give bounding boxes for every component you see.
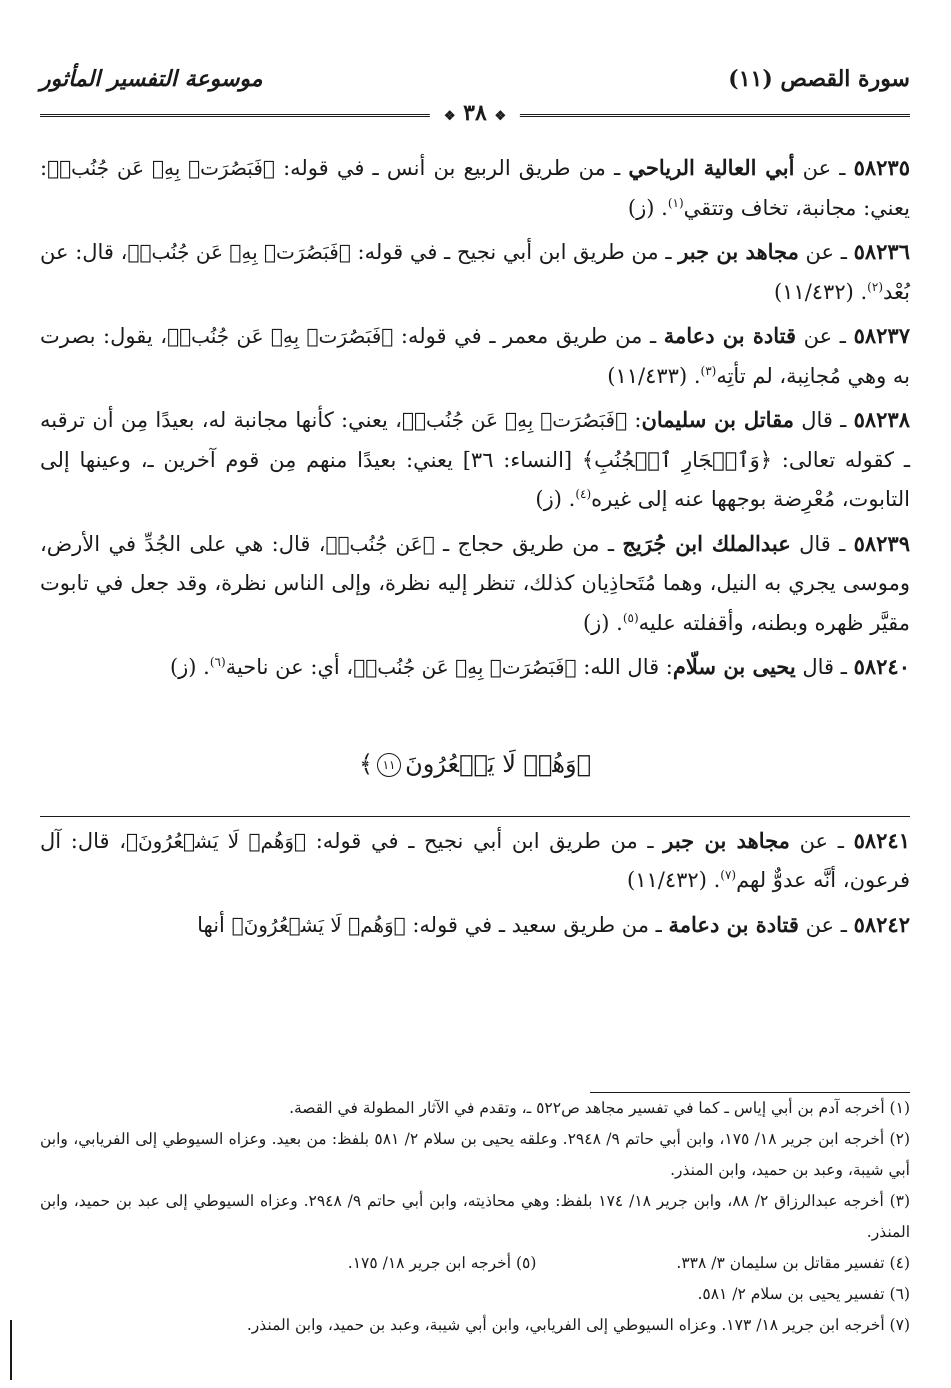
entry-ref: . (ز): [535, 487, 576, 511]
entry-ref: . (ز): [582, 610, 623, 635]
entry-text: ـ عن: [794, 156, 854, 180]
footnote-ref[interactable]: (٢): [867, 279, 883, 294]
entry-text: ـ من طريق حجاج ـ: [434, 531, 623, 556]
quran-quote: ﴿وَهُمۡ لَا يَشۡعُرُونَ﴾: [125, 828, 307, 853]
book-page: [40, 62, 911, 1334]
ayah-bracket: ﴾: [359, 749, 374, 778]
footnote-ref[interactable]: (٧): [720, 868, 737, 882]
quran-quote: ﴿عَن جُنُبٖ﴾: [325, 531, 435, 556]
ornament-icon: ❖: [494, 109, 507, 124]
footnote-ref[interactable]: (١): [667, 195, 684, 210]
entry-text: ـ عن: [798, 240, 854, 264]
footnotes-section: [40, 1092, 910, 1341]
footnote: (١) أخرجه آدم بن أبي إياس ـ كما في تفسير مجاهد ص٥٢٢ ـ، وتقدم في الآثار المطولة في القصة.: [289, 1099, 910, 1117]
entry-text: : يعني: مجانبة، تخاف وتتقي: [40, 156, 910, 220]
entry-text: ، يقول: بصرت به وهي مُجانِبة، لم تأتِه: [40, 324, 910, 388]
entry-text: أنها: [197, 912, 232, 937]
footnote: (٣) أخرجه عبدالرزاق ٢/ ٨٨، وابن جرير ١٨/ ١٧٤ بلفظ: وهي محاذيته، وابن أبي حاتم ٩/ ٢٩٤٨. وعزاه السيوطي إلى عبد بن حميد، وابن المنذر.: [40, 1192, 911, 1241]
page-header: [40, 62, 910, 126]
narrator-name: مجاهد بن جبر: [663, 827, 790, 853]
quran-quote: ﴿فَبَصُرَتۡ بِهِۦ عَن جُنُبٖ﴾: [47, 156, 275, 180]
page-body: [40, 148, 910, 945]
footnote: (٤) تفسير مقاتل بن سليمان ٣/ ٣٣٨.: [676, 1254, 910, 1272]
quran-quote: ﴿فَبَصُرَتۡ بِهِۦ عَن جُنُبٖ﴾: [353, 655, 577, 679]
ayah-heading: [40, 750, 910, 778]
binding-edge-mark: [10, 1320, 12, 1380]
athar-entry: [40, 148, 910, 228]
athar-entry: [40, 232, 910, 312]
narrator-name: قتادة بن دعامة: [668, 911, 799, 937]
entry-ref: . (١١/٤٣٢): [773, 279, 868, 304]
narrator-name: قتادة بن دعامة: [663, 323, 797, 348]
entry-text: ، قال: آل فرعون، أنَّه عدوٌّ لهم: [40, 828, 910, 892]
narrator-name: مقاتل بن سليمان: [641, 407, 794, 432]
entry-text: ـ من طريق سعيد ـ في قوله:: [405, 912, 669, 937]
footnote-ref[interactable]: (٥): [622, 610, 639, 625]
entry-text: ـ من طريق ابن أبي نجيح ـ في قوله:: [306, 828, 664, 853]
footnote-pair: [40, 1248, 910, 1279]
entry-text: :: [627, 408, 642, 432]
entry-text: ـ من طريق ابن أبي نجيح ـ في قوله:: [350, 240, 679, 264]
entry-text: ـ قال: [795, 655, 854, 679]
footnote: (٥) أخرجه ابن جرير ١٨/ ١٧٥.: [347, 1254, 537, 1272]
narrator-name: عبدالملك ابن جُرَيج: [622, 530, 791, 556]
quran-quote: ﴿فَبَصُرَتۡ بِهِۦ عَن جُنُبٖ﴾: [127, 240, 351, 264]
entry-number: ٥٨٢٣٥: [853, 155, 910, 180]
entry-number: ٥٨٢٤٢: [853, 911, 910, 937]
footnote-ref[interactable]: (٣): [700, 363, 717, 378]
athar-entry: [40, 647, 910, 688]
quran-quote: ﴿وَهُمۡ لَا يَشۡعُرُونَ﴾: [231, 912, 406, 937]
footnote: (٧) أخرجه ابن جرير ١٨/ ١٧٣. وعزاه السيوطي إلى الفريابي، وابن أبي شيبة، وعبد بن حميد، وابن المنذر.: [246, 1316, 910, 1334]
entry-text: ، يعني: كأنها مجانبة له، بعيدًا مِن أن ترقبه ـ كقوله تعالى: ﴿وَٱلۡجَارِ ٱلۡجُنُبِ﴾ [النساء: ٣٦] يعني: بعيدًا منهم مِن قوم آخرين ـ، وعينها إلى التابوت، مُعْرِضة بوجهها عنه إلى غيره: [40, 408, 910, 511]
entry-ref: . (ز): [169, 655, 210, 679]
entry-ref: . (١١/٤٣٣): [607, 363, 701, 388]
athar-entry: [40, 400, 910, 520]
quran-quote: ﴿فَبَصُرَتۡ بِهِۦ عَن جُنُبٖ﴾: [167, 324, 394, 348]
quran-quote: ﴿فَبَصُرَتۡ بِهِۦ عَن جُنُبٖ﴾: [401, 408, 628, 432]
entry-text: ـ قال: [790, 531, 854, 556]
narrator-name: أبي العالية الرياحي: [628, 155, 795, 180]
entry-text: ـ عن: [789, 828, 854, 853]
entry-text: ، قال: عن بُعْد: [40, 240, 910, 304]
entry-text: ـ قال: [793, 408, 854, 432]
entry-text: ، قال: هي على الجُدِّ في الأرض، وموسى يجري به النيل، وهما مُتَحاذِيان كذلك، تنظر إليه نظرة، وإلى الناس نظرة، وقد جعل في تابوت مقيَّر ظهره وبطنه، وأقفلته عليه: [40, 531, 910, 635]
ayah-number-circle: ١١: [377, 753, 401, 777]
page-number: ٣٨: [463, 100, 487, 126]
entry-text: ـ عن: [796, 324, 854, 348]
footnote: (٢) أخرجه ابن جرير ١٨/ ١٧٥، وابن أبي حاتم ٩/ ٢٩٤٨. وعلقه يحيى بن سلام ٢/ ٥٨١ بلفظ: من بعيد. وعزاه السيوطي إلى الفريابي، وابن أبي شيبة، وعبد بن حميد، وابن المنذر.: [40, 1130, 910, 1179]
athar-entry: [40, 905, 910, 946]
entry-number: ٥٨٢٣٦: [853, 239, 910, 264]
entry-number: ٥٨٢٣٨: [853, 407, 910, 432]
entry-text: ـ من طريق الربيع بن أنس ـ في قوله:: [274, 156, 629, 180]
entry-text: : قال الله:: [576, 655, 673, 679]
entry-number: ٥٨٢٤١: [853, 827, 910, 853]
section-divider: [40, 816, 910, 817]
entry-number: ٥٨٢٤٠: [853, 654, 910, 679]
footnote: (٦) تفسير يحيى بن سلام ٢/ ٥٨١.: [697, 1285, 910, 1303]
surah-running-title: سورة القصص (١١): [728, 66, 910, 92]
book-running-title: موسوعة التفسير المأثور: [40, 66, 263, 92]
narrator-name: يحيى بن سلّام: [672, 654, 796, 679]
entry-text: ـ من طريق معمر ـ في قوله:: [393, 324, 664, 348]
ayah-text: ﴿وَهُمۡ لَا يَشۡعُرُونَ: [405, 749, 591, 778]
athar-entry: [40, 316, 910, 396]
footnote-ref[interactable]: (٤): [575, 487, 592, 501]
narrator-name: مجاهد بن جبر: [678, 239, 799, 264]
entry-text: ، أي: عن ناحية: [225, 655, 354, 679]
entry-text: ـ عن: [798, 912, 854, 937]
page-number-box: [430, 98, 520, 132]
ornament-icon: ❖: [443, 109, 456, 124]
footnote-ref[interactable]: (٦): [209, 655, 226, 669]
athar-entry: [40, 821, 910, 901]
athar-entry: [40, 524, 910, 644]
entry-ref: . (ز): [627, 195, 668, 220]
entry-number: ٥٨٢٣٧: [853, 323, 910, 348]
entry-number: ٥٨٢٣٩: [853, 530, 910, 556]
entry-ref: . (١١/٤٣٢): [627, 868, 721, 892]
